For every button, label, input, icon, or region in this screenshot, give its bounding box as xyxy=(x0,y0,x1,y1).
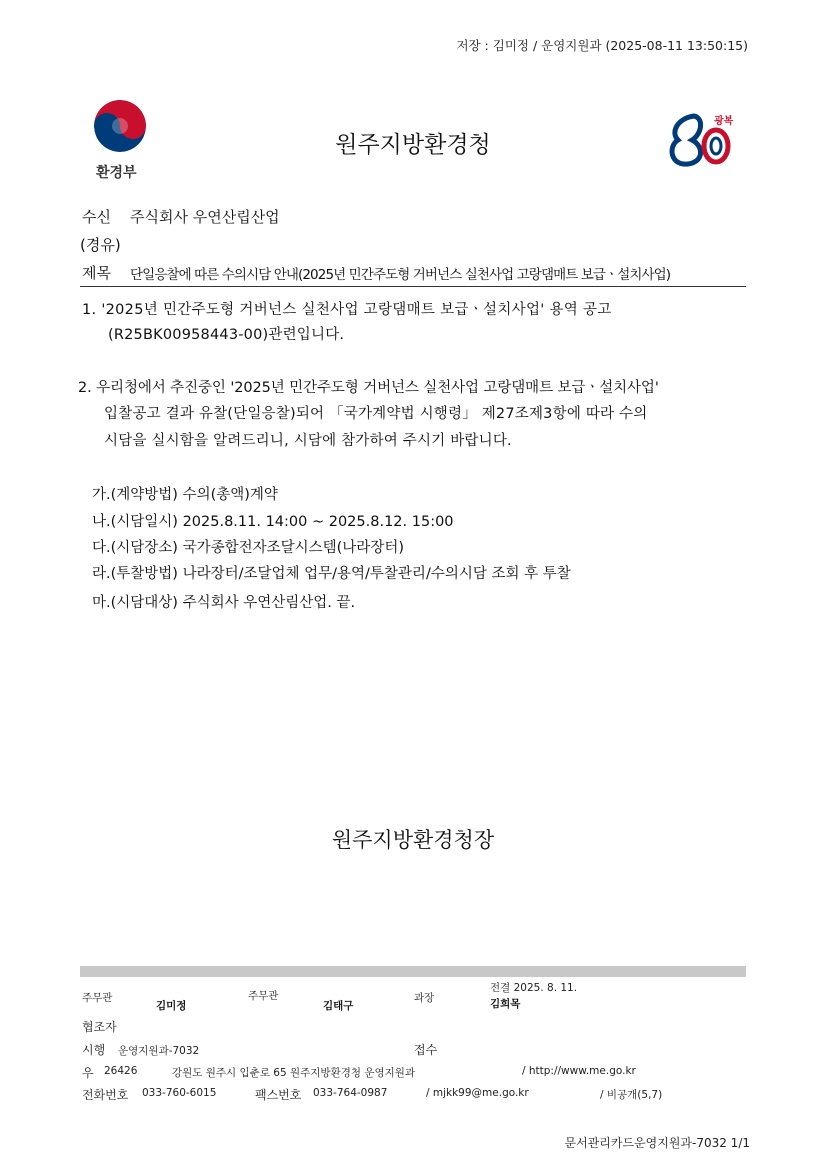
subject-value: 단일응찰에 따른 수의시담 안내(2025년 민간주도형 거버넌스 실천사업 고랑댐매트 보급ㆍ설치사업) xyxy=(130,267,671,283)
item-bid-method: 라.(투찰방법) 나라장터/조달업체 업무/용역/투찰관리/수의시담 조회 후 투찰 xyxy=(92,566,571,582)
liberation-80-logo xyxy=(664,110,744,170)
page-footer: 문서관리카드운영지원과-7032 1/1 xyxy=(564,1136,750,1150)
address: 강원도 원주시 입춘로 65 원주지방환경청 운영지원과 xyxy=(172,1067,416,1079)
approver-1-role: 주무관 xyxy=(82,992,113,1004)
enforce-value: 운영지원과-7032 xyxy=(118,1045,200,1057)
paragraph-1-line-2: (R25BK00958443-00)관련입니다. xyxy=(108,327,345,343)
recipient-value: 주식회사 우연산립산업 xyxy=(130,208,280,226)
phone-number: 033-760-6015 xyxy=(142,1087,217,1099)
paragraph-2-line-1: 2. 우리청에서 추진중인 '2025년 민간주도형 거버넌스 실천사업 고랑댐매트 보급ㆍ설치사업' xyxy=(78,380,659,396)
fax-number: 033-764-0987 xyxy=(313,1087,388,1099)
approver-1-name: 김미정 xyxy=(156,1000,187,1012)
approver-2-name: 김태구 xyxy=(323,1000,354,1012)
item-negotiation-place: 다.(시담장소) 국가종합전자조달시스템(나라장터) xyxy=(92,540,404,556)
save-info: 저장 : 김미정 / 운영지원과 (2025-08-11 13:50:15) xyxy=(456,38,748,53)
approver-3-name: 김희목 xyxy=(490,998,521,1010)
cooperator-label: 협조자 xyxy=(82,1020,117,1034)
website-url: / http://www.me.go.kr xyxy=(522,1065,636,1077)
via-label: (경유) xyxy=(80,236,121,254)
email: / mjkk99@me.go.kr xyxy=(426,1087,529,1099)
fax-label: 팩스번호 xyxy=(255,1088,302,1102)
post-label: 우 xyxy=(82,1066,94,1080)
item-negotiation-datetime: 나.(시담일시) 2025.8.11. 14:00 ~ 2025.8.12. 15:00 xyxy=(92,514,454,530)
paragraph-2-line-2: 입찰공고 결과 유찰(단일응찰)되어 「국가계약법 시행령」 제27조제3항에 따라 수의 xyxy=(104,406,648,422)
paragraph-2-line-3: 시담을 실시함을 알려드리니, 시담에 참가하여 주시기 바랍니다. xyxy=(104,433,512,449)
decision-date: 전결 2025. 8. 11. xyxy=(490,982,578,994)
receive-label: 접수 xyxy=(414,1043,438,1057)
header-rule xyxy=(80,286,746,287)
liberation-tag: 광복 xyxy=(714,116,734,127)
enforce-label: 시행 xyxy=(82,1043,106,1057)
item-negotiation-target: 마.(시담대상) 주식회사 우연산림산업. 끝. xyxy=(92,595,356,611)
recipient-label: 수신 xyxy=(82,208,111,226)
post-code: 26426 xyxy=(104,1065,138,1077)
phone-label: 전화번호 xyxy=(82,1088,129,1102)
disclosure: / 비공개(5,7) xyxy=(600,1089,663,1101)
approver-2-role: 주무관 xyxy=(248,990,279,1002)
org-title: 원주지방환경청 xyxy=(335,132,491,158)
approval-bar xyxy=(80,966,746,977)
signature-title: 원주지방환경청장 xyxy=(331,828,495,852)
paragraph-1-line-1: 1. '2025년 민간주도형 거버넌스 실천사업 고랑댐매트 보급ㆍ설치사업' 용역 공고 xyxy=(82,302,612,318)
approver-3-role: 과장 xyxy=(414,992,435,1004)
item-contract-method: 가.(계약방법) 수의(총액)계약 xyxy=(92,487,278,503)
subject-label: 제목 xyxy=(82,264,111,282)
ministry-name: 환경부 xyxy=(96,165,137,181)
